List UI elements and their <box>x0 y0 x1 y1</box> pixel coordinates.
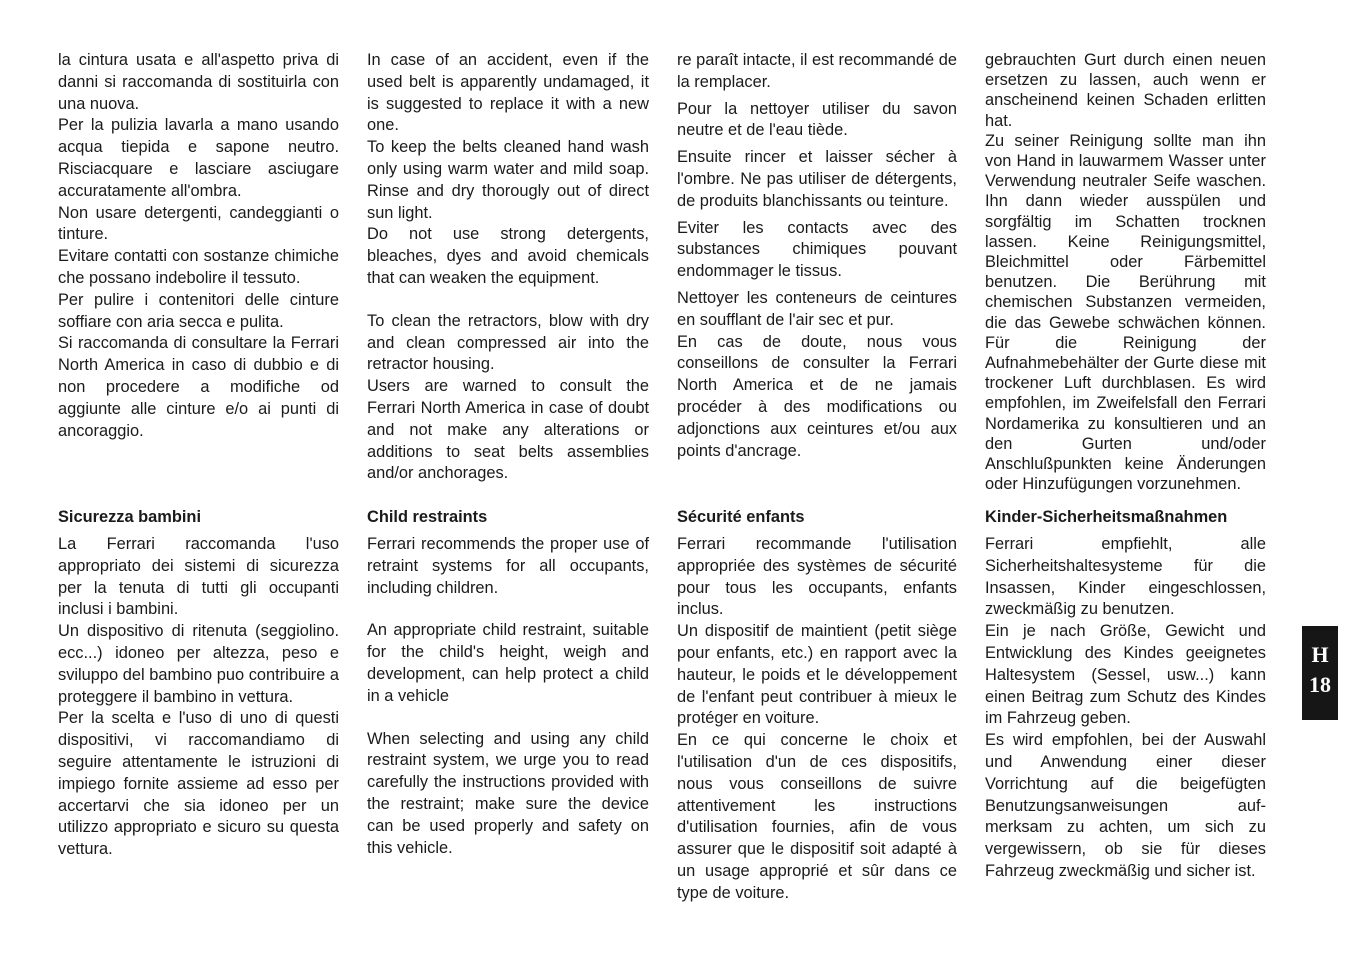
paragraph: Es wird empfohlen, bei der Auswahl und Anwendung einer dieser Vorrichtung auf die beigefügten Benutzungsanweisungen auf-merksam zu achten, um sich zu vergewissern, ob sie für dieses Fahrzeug zweckmäßig und sicher ist. <box>985 731 1266 880</box>
column-german-children <box>985 506 1266 883</box>
paragraph: Ferrari empfiehlt, alle Sicherheitshaltesysteme für die Insassen, Kinder eingeschlossen, zweckmäßig zu benutzen. <box>985 535 1266 619</box>
paragraph: Un dispositif de maintient (petit siège pour enfants, etc.) en rapport avec la hauteur, le poids et le développement de l'enfant peut contribuer à mieux le protéger en voiture. <box>677 622 957 728</box>
paragraph: Pour la nettoyer utiliser du savon neutre et de l'eau tiède. <box>677 99 957 140</box>
paragraph: In case of an accident, even if the used belt is apparently undamaged, it is suggested to replace it with a new one. <box>367 51 649 135</box>
section-heading: Sécurité enfants <box>677 508 805 526</box>
column-english-children <box>367 506 649 859</box>
section-tab <box>1302 626 1338 720</box>
section-heading: Kinder-Sicherheitsmaßnahmen <box>985 508 1228 526</box>
paragraph: Ferrari recommande l'utilisation appropriée des systèmes de sécurité pour tous les occupants, enfants inclus. <box>677 535 957 619</box>
section-letter: H <box>1311 642 1329 667</box>
section-heading: Child restraints <box>367 508 488 526</box>
paragraph: En ce qui concerne le choix et l'utilisation d'un de ces dispositifs, nous vous conseillons de suivre attentivement les instructions d'utilisation fournies, afin de vous assurer que le dispositif soit adapté à un usage approprié et sûr dans ce type de voiture. <box>677 731 957 902</box>
paragraph: Per la pulizia lavarla a mano usando acqua tiepida e sapone neutro. Risciacquare e lasciare asciugare accuratamente all'ombra. <box>58 116 339 200</box>
paragraph: To clean the retractors, blow with dry and clean compressed air into the retractor housing. <box>367 311 649 374</box>
paragraph: An appropriate child restraint, suitable for the child's height, weigh and development, can help protect a child in a vehicle <box>367 621 649 705</box>
paragraph: La Ferrari raccomanda l'uso appropriato dei sistemi di sicurezza per la tenuta di tutti gli occupanti inclusi i bambini. <box>58 535 339 619</box>
paragraph: To keep the belts cleaned hand wash only using warm water and mild soap. Rinse and dry thorougly out of direct sun light. <box>367 138 649 222</box>
paragraph: Users are warned to consult the Ferrari North America in case of doubt and not make any alterations or additions to seat belts assemblies and/or anchorages. <box>367 377 649 483</box>
paragraph: re paraît intacte, il est recommandé de la remplacer. <box>677 51 957 91</box>
paragraph: Nettoyer les conteneurs de ceintures en soufflant de l'air sec et pur. <box>677 288 957 329</box>
paragraph: Ferrari recommends the proper use of retraint systems for all occupants, including children. <box>367 535 649 597</box>
paragraph: Do not use strong detergents, bleaches, dyes and avoid chemicals that can weaken the equipment. <box>367 225 649 287</box>
paragraph: Zu seiner Reinigung sollte man ihn von Hand in lauwarmem Wasser unter Verwendung neutraler Seife waschen. Ihn dann wieder ausspülen und sorgfältig im Schatten trocknen lassen. Keine Reinigungsmittel, Bleichmittel oder Färbemittel benutzen. Die Berührung mit chemischen Substanzen vermeiden, die das Gewebe schwächen können. Für die Reinigung der Aufnahmebehälter der Gurte diese mit trockener Luft durchblasen. Es wird empfohlen, im Zweifelsfall den Ferrari Nordamerika zu konsultieren und an den Gurten und/oder Anschlußpunkten keine Änderungen oder Hinzufügungen vorzunehmen. <box>985 131 1266 494</box>
page-number: 18 <box>1309 672 1331 697</box>
column-german <box>985 50 1266 494</box>
column-french-children <box>677 506 957 905</box>
column-italian-children <box>58 506 339 861</box>
paragraph: Un dispositivo di ritenuta (seggiolino. ecc...) idoneo per altezza, peso e sviluppo del bambino puo contribuire a proteggere il bambino in vettura. <box>58 622 339 706</box>
column-italian <box>58 50 339 442</box>
paragraph: Evitare contatti con sostanze chimiche che possano indebolire il tessuto. <box>58 247 339 287</box>
paragraph: Eviter les contacts avec des substances chimiques pouvant endommager le tissus. <box>677 218 957 281</box>
paragraph: Si raccomanda di consultare la Ferrari North America in caso di dubbio e di non procedere a modifiche od aggiunte alle cinture e/o ai punti di ancoraggio. <box>58 334 339 440</box>
paragraph: Non usare detergenti, candeggianti o tinture. <box>58 203 339 244</box>
column-french <box>677 50 957 462</box>
paragraph: Per la scelta e l'uso di uno di questi dispositivi, vi raccomandiamo di seguire attentamente le istruzioni di impiego fornite assieme ad esso per accertarvi che sia idoneo per un utilizzo appropriato e sicuro su questa vettura. <box>58 709 339 859</box>
column-english <box>367 50 649 485</box>
paragraph: When selecting and using any child restraint system, we urge you to read carefully the instructions provided with the restraint; make sure the device can be used properly and safety on this vehicle. <box>367 729 649 857</box>
section-heading: Sicurezza bambini <box>58 508 202 526</box>
paragraph: Per pulire i contenitori delle cinture soffiare con aria secca e pulita. <box>58 290 339 331</box>
paragraph: la cintura usata e all'aspetto priva di danni si raccomanda di sostituirla con una nuova. <box>58 51 339 113</box>
paragraph: gebrauchten Gurt durch einen neuen ersetzen zu lassen, auch wenn er anscheinend keinen Schaden erlitten hat. <box>985 51 1266 130</box>
paragraph: Ein je nach Größe, Gewicht und Entwicklung des Kindes geeignetes Haltesystem (Sessel, usw...) kann einen Beitrag zum Schutz des Kindes im Fahrzeug geben. <box>985 622 1266 728</box>
paragraph: En cas de doute, nous vous conseillons de consulter la Ferrari North America et de ne jamais procéder à des modifications ou adjonctions aux ceintures et/ou aux points d'ancrage. <box>677 332 957 460</box>
paragraph: Ensuite rincer et laisser sécher à l'ombre. Ne pas utiliser de détergents, de produits blanchissants ou teinture. <box>677 148 957 210</box>
